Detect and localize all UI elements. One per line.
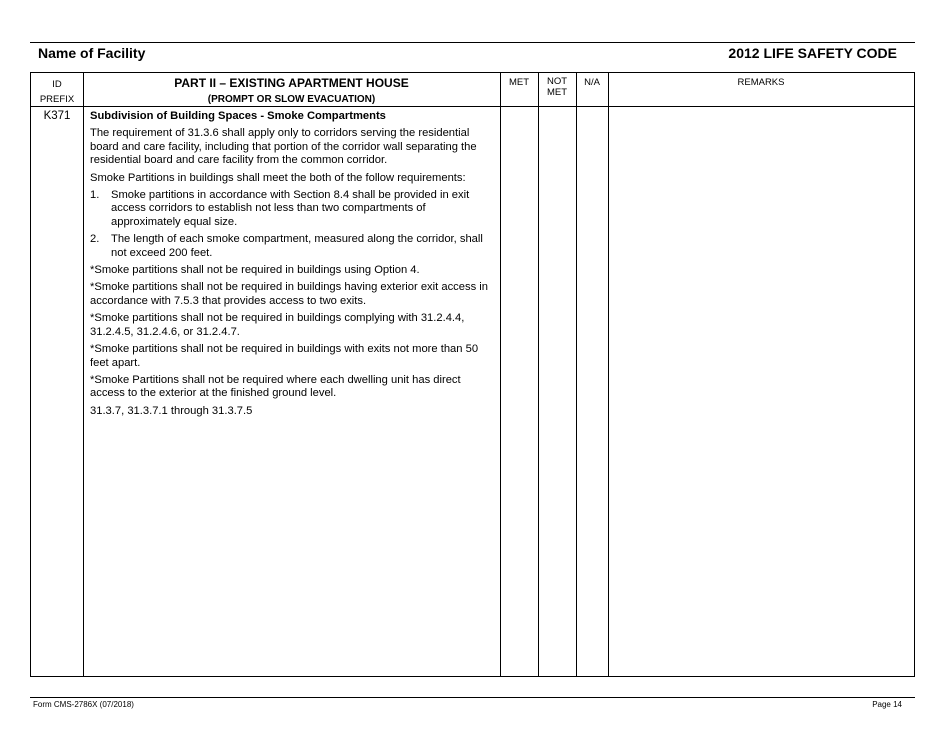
- not-met-header-line2: MET: [546, 87, 568, 98]
- requirement-paragraph: Smoke Partitions in buildings shall meet the both of the follow requirements:: [90, 171, 466, 184]
- list-text: The length of each smoke compartment, measured along the corridor, shall not exceed 200 feet.: [111, 233, 483, 259]
- column-divider: [538, 73, 539, 676]
- list-text: Smoke partitions in accordance with Section 8.4 shall be provided in exit access corridors to establish not less than two compartments of approximately equal size.: [111, 189, 470, 228]
- na-header: N/A: [584, 77, 600, 88]
- form-id: Form CMS-2786X (07/2018): [33, 700, 134, 709]
- list-item: [90, 233, 495, 260]
- requirement-title: Subdivision of Building Spaces - Smoke Compartments: [90, 110, 386, 122]
- part-subtitle: (PROMPT OR SLOW EVACUATION): [207, 94, 376, 105]
- id-header-line1: ID: [52, 79, 62, 90]
- page-number: Page 14: [872, 700, 902, 709]
- survey-form-table: [30, 72, 915, 677]
- not-met-header: [538, 76, 576, 98]
- column-divider: [608, 73, 609, 676]
- part-header: [83, 76, 500, 107]
- code-title: 2012 LIFE SAFETY CODE: [728, 45, 897, 61]
- requirement-note: *Smoke partitions shall not be required in buildings with exits not more than 50 feet apart.: [90, 343, 479, 369]
- requirement-note: *Smoke partitions shall not be required in buildings using Option 4.: [90, 264, 420, 277]
- column-divider: [576, 73, 577, 676]
- requirement-content: [90, 110, 495, 422]
- list-item: [90, 189, 495, 229]
- column-divider: [83, 73, 84, 676]
- bottom-divider: [30, 697, 915, 698]
- remarks-header: REMARKS: [737, 77, 785, 88]
- id-prefix-header: [31, 77, 83, 107]
- column-divider: [500, 73, 501, 676]
- requirement-note: *Smoke partitions shall not be required in buildings complying with 31.2.4.4, 31.2.4.5, 31.2.4.6, or 31.2.4.7.: [90, 312, 465, 338]
- row-id: K371: [43, 110, 71, 122]
- code-reference: 31.3.7, 31.3.7.1 through 31.3.7.5: [90, 404, 253, 417]
- requirement-note: *Smoke partitions shall not be required in buildings having exterior exit access in accordance with 7.5.3 that provides access to two exits.: [90, 281, 488, 307]
- part-title: PART II – EXISTING APARTMENT HOUSE: [174, 76, 409, 90]
- list-number: 1.: [90, 189, 100, 202]
- list-number: 2.: [90, 233, 100, 246]
- facility-name-label: Name of Facility: [38, 45, 146, 61]
- requirement-paragraph: The requirement of 31.3.6 shall apply only to corridors serving the residential board and care facility, including that portion of the corridor wall separating the residential board and care facility from the common corridor.: [90, 127, 477, 167]
- id-header-line2: PREFIX: [39, 94, 75, 105]
- top-divider: [30, 42, 915, 43]
- met-header: MET: [508, 77, 530, 88]
- requirement-note: *Smoke Partitions shall not be required where each dwelling unit has direct access to the exterior at the finished ground level.: [90, 373, 461, 400]
- not-met-header-line1: NOT: [546, 76, 568, 87]
